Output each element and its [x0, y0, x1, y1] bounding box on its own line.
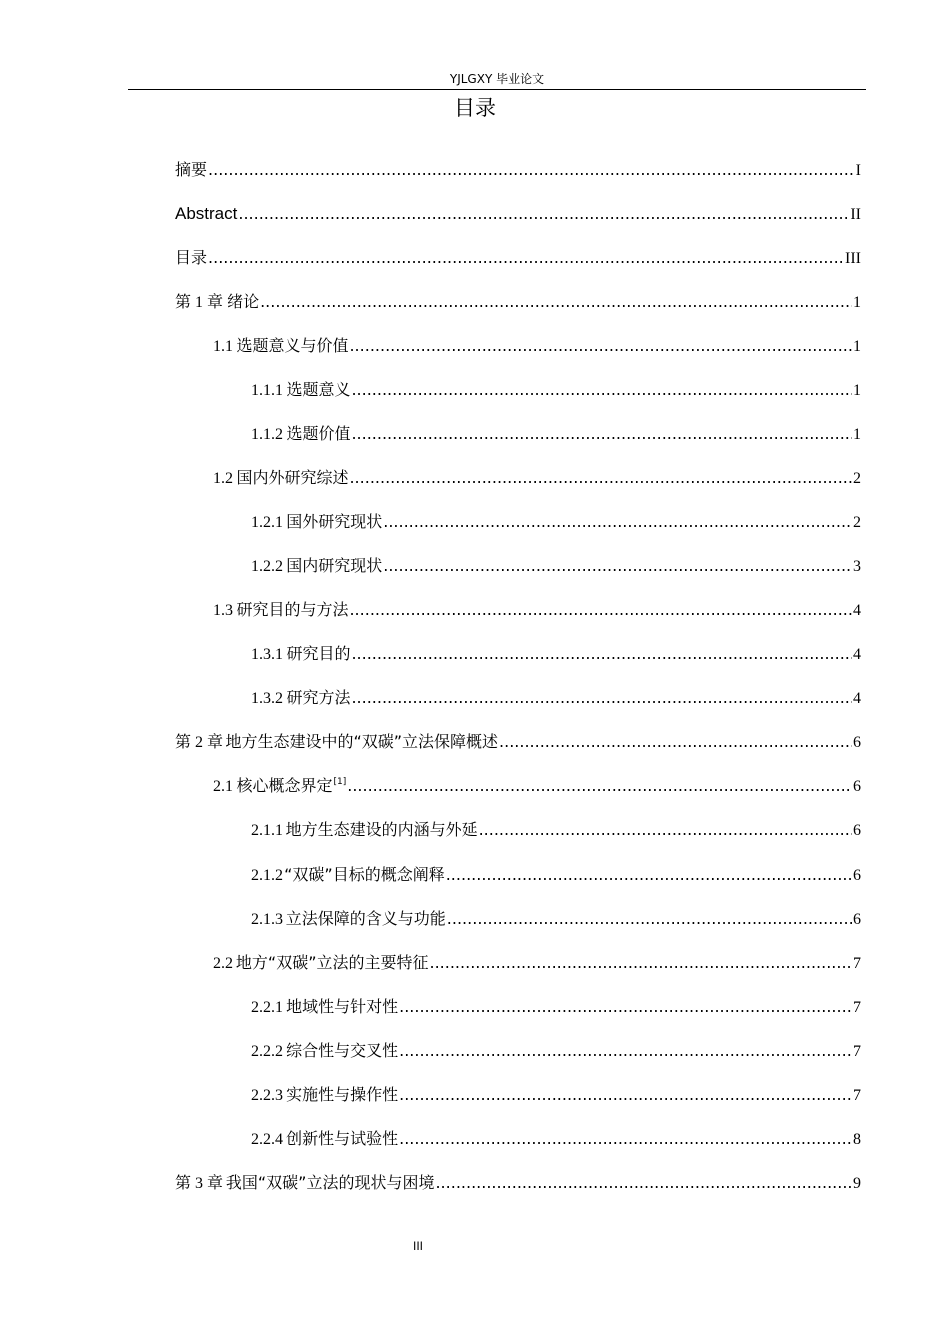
toc-entry-number: 2.2.4 — [251, 1131, 283, 1148]
toc-entry-title: 地域性与针对性 — [286, 997, 399, 1016]
toc-page-number: 6 — [853, 822, 861, 839]
running-header-text: YJLGXY 毕业论文 — [449, 72, 545, 86]
toc-dot-leader — [399, 1126, 852, 1152]
toc-entry-title: 立法保障的含义与功能 — [285, 909, 446, 928]
toc-entry-2-1-2[interactable] — [251, 862, 861, 888]
toc-dot-leader — [499, 729, 852, 755]
toc-dot-leader — [351, 641, 852, 667]
toc-entry-number: 2.1.2 — [251, 867, 283, 884]
toc-entry-1-1[interactable] — [213, 333, 861, 359]
citation-marker[interactable]: [1] — [333, 777, 347, 787]
toc-dot-leader — [479, 817, 852, 843]
toc-entry-title: 选题价值 — [286, 424, 351, 443]
toc-entry-title: Abstract — [175, 204, 238, 223]
toc-dot-leader — [383, 509, 852, 535]
toc-entry-2-2-2[interactable] — [251, 1038, 861, 1064]
toc-entry-title: 选题意义 — [286, 380, 351, 399]
toc-entry-number: 2.2.1 — [251, 999, 283, 1016]
toc-dot-leader — [430, 950, 853, 976]
toc-entry-2-2-1[interactable] — [251, 994, 861, 1020]
toc-entry-chapter-1[interactable] — [175, 289, 861, 315]
toc-page-number: I — [855, 162, 861, 179]
toc-page-number: 6 — [853, 911, 861, 928]
toc-entry-title: 国内研究现状 — [286, 556, 383, 575]
toc-page-number: II — [850, 206, 861, 223]
toc-entry-number: 2.2.3 — [251, 1087, 283, 1104]
toc-entry-number: 1.2.1 — [251, 514, 283, 531]
toc-page-number: 9 — [853, 1175, 861, 1192]
toc-dot-leader — [399, 1038, 852, 1064]
toc-entry-abstract-cn[interactable] — [175, 157, 861, 183]
toc-page-number: 1 — [853, 382, 861, 399]
toc-entry-title: 选题意义与价值 — [236, 336, 349, 355]
toc-entry-title: 摘要 — [175, 160, 208, 179]
toc-entry-1-3-2[interactable] — [251, 685, 861, 711]
toc-entry-title: 综合性与交叉性 — [286, 1041, 399, 1060]
toc-entry-title: 国内外研究综述 — [236, 468, 349, 487]
toc-page-number: 2 — [853, 514, 861, 531]
toc-entry-2-2-3[interactable] — [251, 1082, 861, 1108]
toc-entry-number: 1.3.1 — [251, 646, 283, 663]
toc-page-number: III — [845, 250, 861, 267]
toc-entry-2-1[interactable] — [213, 773, 861, 799]
toc-entry-2-1-3[interactable] — [251, 906, 861, 932]
toc-page-number: 2 — [853, 470, 861, 487]
page-title: 目录 — [454, 96, 496, 120]
toc-entry-1-3[interactable] — [213, 597, 861, 623]
toc-entry-contents[interactable] — [175, 245, 861, 271]
toc-entry-abstract-en[interactable] — [175, 201, 861, 227]
toc-page-number: 7 — [853, 955, 861, 972]
toc-entry-1-1-1[interactable] — [251, 377, 861, 403]
toc-entry-1-2[interactable] — [213, 465, 861, 491]
toc-page-number: 7 — [853, 999, 861, 1016]
toc-entry-number: 第 1 章 — [175, 294, 224, 311]
toc-dot-leader — [347, 773, 852, 799]
toc-entry-number: 1.2 — [213, 470, 233, 487]
toc-entry-number: 1.3 — [213, 602, 233, 619]
toc-dot-leader — [238, 201, 849, 227]
toc-dot-leader — [349, 597, 852, 623]
toc-page-number: 7 — [853, 1043, 861, 1060]
toc-entry-title: 研究目的 — [286, 644, 351, 663]
toc-entry-number: 2.2.2 — [251, 1043, 283, 1060]
toc-entry-title: 地方生态建设中的“双碳”立法保障概述 — [225, 732, 499, 751]
toc-entry-title: 地方“双碳”立法的主要特征 — [235, 953, 429, 972]
toc-entry-title: 我国“双碳”立法的现状与困境 — [225, 1173, 435, 1192]
toc-dot-leader — [349, 465, 852, 491]
toc-page-number: 6 — [853, 778, 861, 795]
toc-entry-title: 目录 — [175, 248, 208, 267]
toc-entry-1-3-1[interactable] — [251, 641, 861, 667]
toc-entry-title: 实施性与操作性 — [286, 1085, 399, 1104]
toc-entry-1-1-2[interactable] — [251, 421, 861, 447]
toc-dot-leader — [447, 906, 852, 932]
toc-entry-title: 研究方法 — [286, 688, 351, 707]
toc-page-number: 8 — [853, 1131, 861, 1148]
toc-page-number: 4 — [853, 646, 861, 663]
toc-entry-number: 2.1.1 — [251, 822, 283, 839]
toc-page-number: 3 — [853, 558, 861, 575]
toc-page-number: 6 — [853, 867, 861, 884]
toc-entry-number: 2.1.3 — [251, 911, 283, 928]
toc-dot-leader — [351, 685, 852, 711]
toc-entry-2-2[interactable] — [213, 950, 861, 976]
toc-entry-1-2-1[interactable] — [251, 509, 861, 535]
toc-dot-leader — [349, 333, 852, 359]
toc-entry-title: 绪论 — [227, 292, 260, 311]
toc-dot-leader — [383, 553, 852, 579]
toc-entry-title: “双碳”目标的概念阐释 — [284, 865, 445, 884]
toc-dot-leader — [351, 421, 852, 447]
toc-entry-number: 1.3.2 — [251, 690, 283, 707]
toc-dot-leader — [351, 377, 852, 403]
toc-page-number: 7 — [853, 1087, 861, 1104]
toc-dot-leader — [260, 289, 852, 315]
toc-entry-number: 1.2.2 — [251, 558, 283, 575]
toc-page-number: 1 — [853, 294, 861, 311]
toc-page-number: 4 — [853, 690, 861, 707]
toc-dot-leader — [435, 1170, 852, 1196]
toc-dot-leader — [208, 157, 855, 183]
toc-entry-number: 2.2 — [213, 955, 233, 972]
toc-entry-number: 第 3 章 — [175, 1175, 224, 1192]
toc-page-number: 6 — [853, 734, 861, 751]
toc-entry-chapter-3[interactable] — [175, 1170, 861, 1196]
toc-entry-1-2-2[interactable] — [251, 553, 861, 579]
toc-entry-chapter-2[interactable] — [175, 729, 861, 755]
toc-dot-leader — [446, 862, 852, 888]
toc-page-number: 4 — [853, 602, 861, 619]
toc-entry-number: 第 2 章 — [175, 734, 224, 751]
toc-entry-title: 地方生态建设的内涵与外延 — [285, 820, 478, 839]
toc-dot-leader — [399, 1082, 852, 1108]
toc-page-number: 1 — [853, 338, 861, 355]
toc-dot-leader — [399, 994, 852, 1020]
toc-entry-number: 1.1.1 — [251, 382, 283, 399]
toc-entry-title: 研究目的与方法 — [236, 600, 349, 619]
page-number-footer: III — [412, 1239, 423, 1253]
toc-entry-number: 1.1.2 — [251, 426, 283, 443]
toc-entry-2-1-1[interactable] — [251, 817, 861, 843]
toc-entry-number: 1.1 — [213, 338, 233, 355]
toc-entry-title: 核心概念界定 — [236, 776, 333, 795]
toc-page-number: 1 — [853, 426, 861, 443]
toc-entry-2-2-4[interactable] — [251, 1126, 861, 1152]
toc-entry-number: 2.1 — [213, 778, 233, 795]
toc-dot-leader — [208, 245, 844, 271]
toc-entry-title: 国外研究现状 — [286, 512, 383, 531]
toc-entry-title: 创新性与试验性 — [286, 1129, 399, 1148]
